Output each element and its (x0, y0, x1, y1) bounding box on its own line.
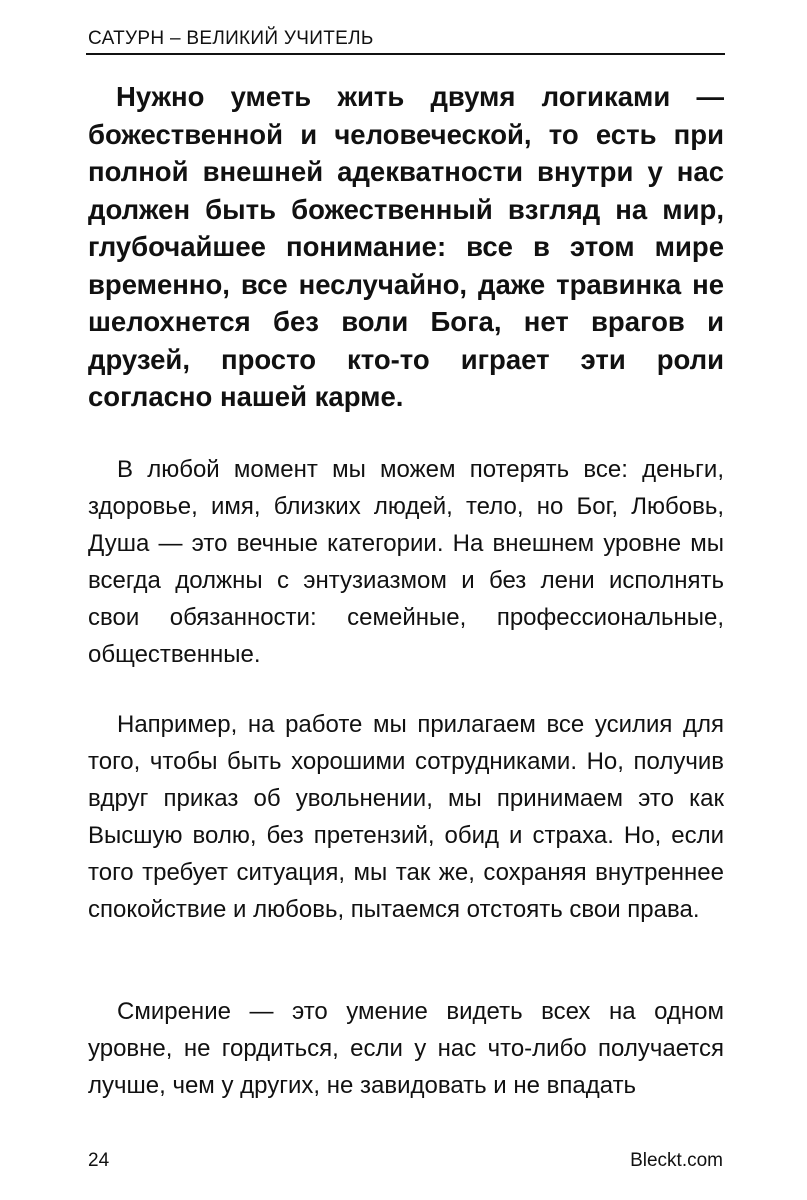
page-number: 24 (88, 1150, 110, 1171)
header-rule (86, 53, 725, 55)
running-header: САТУРН – ВЕЛИКИЙ УЧИТЕЛЬ (88, 28, 374, 49)
body-paragraph-2: Например, на работе мы прилагаем все усилия для того, чтобы быть хорошими сотрудниками. Но, получив вдруг приказ об увольнении, мы принимаем это как Высшую волю, без претензий, обид и страха. Но, если того требует ситуация, мы так же, сохраняя внутреннее спокойствие и любовь, пытаемся отстоять свои права. (88, 711, 724, 923)
body-paragraph-3: Смирение — это умение видеть всех на одном уровне, не гордиться, если у нас что-либо получается лучше, чем у других, не завидовать и не впадать (88, 998, 724, 1099)
body-paragraph-1: В любой момент мы можем потерять все: деньги, здоровье, имя, близких людей, тело, но Бог, Любовь, Душа — это вечные категории. На внешнем уровне мы всегда должны с энтузиазмом и без лени исполнять свои обязанности: семейные, профессиональные, общественные. (88, 456, 724, 668)
lead-paragraph: Нужно уметь жить двумя логиками — божественной и человеческой, то есть при полной внешней адекватности внутри у нас должен быть божественный взгляд на мир, глубочайшее понимание: все в этом мире временно, все неслучайно, даже травинка не шелохнется без воли Бога, нет врагов и друзей, просто кто-то играет эти роли согласно нашей карме. (88, 81, 724, 412)
site-watermark: Bleckt.com (630, 1150, 723, 1171)
